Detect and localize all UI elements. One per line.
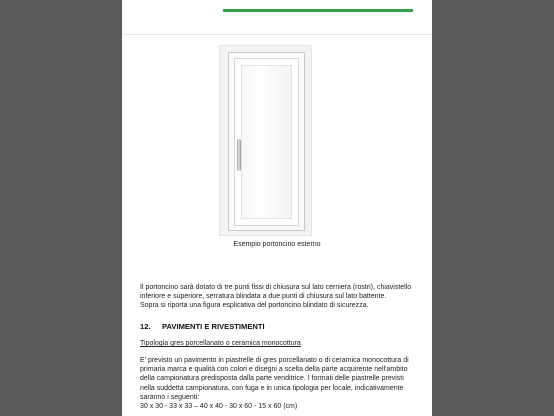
door-image xyxy=(219,45,312,236)
image-caption: Esempio portoncino esterno xyxy=(233,241,321,248)
paragraph-portoncino xyxy=(140,283,420,311)
door-frame xyxy=(228,52,305,231)
text-line: saranno i seguenti: xyxy=(140,393,200,401)
door-leaf xyxy=(234,58,299,226)
section-title: PAVIMENTI E RIVESTIMENTI xyxy=(162,322,265,331)
text-line: E' previsto un pavimento in piastrelle di gres porcellanato o di ceramica monocottura di xyxy=(140,357,409,364)
text-line: 30 x 30 - 33 x 33 – 40 x 40 - 30 x 60 - 15 x 60 (cm) xyxy=(140,403,298,411)
text-line: della campionatura predisposta dalla parte venditrice. I formati delle piastrelle previsti xyxy=(140,375,404,383)
paragraph-pavimenti xyxy=(140,356,420,411)
text-line: Sopra si riporta una figura esplicativa del portoncino blindato di sicurezza. xyxy=(140,302,369,310)
text-line: primaria marca e qualità con colori e disegni a scelta della parte acquirente nell'ambito xyxy=(140,366,408,374)
section-subtitle: Tipologia gres porcellanato o ceramica monocottura xyxy=(140,340,301,347)
document-page xyxy=(122,0,432,416)
door-panel xyxy=(241,65,292,219)
section-number: 12. xyxy=(140,322,151,331)
text-line: inferiore e superiore, serratura blindata a due punti di chiusura sul lato battente. xyxy=(140,293,387,301)
header-divider xyxy=(122,34,432,35)
header-accent-rule xyxy=(223,9,413,12)
section-heading xyxy=(140,322,265,331)
text-line: Il portoncino sarà dotato di tre punti fissi di chiusura sul lato cerniera (rostri), chiavistello xyxy=(140,284,412,291)
text-line: nella suddetta campionatura, con fuga e in unica tipologia per locale, indicativamente xyxy=(140,384,404,392)
door-handle xyxy=(237,139,241,171)
